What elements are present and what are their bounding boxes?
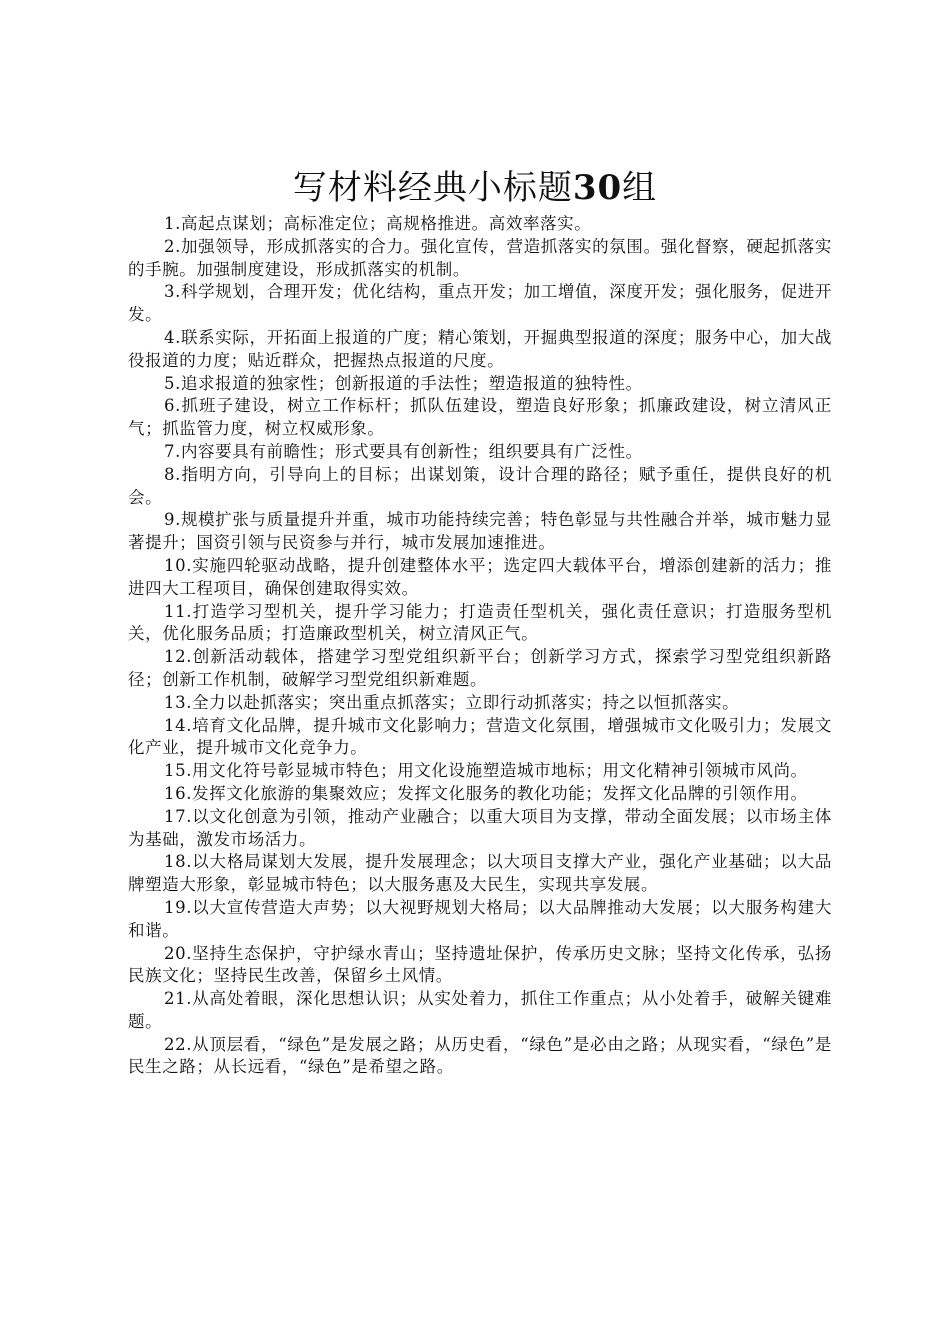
list-item: 14.培育文化品牌，提升城市文化影响力；营造文化氛围，增强城市文化吸引力；发展文化产业，提升城市文化竞争力。 [128, 715, 832, 758]
title-text: 写材料经典小标题 [292, 168, 573, 208]
title-suffix: 组 [622, 168, 658, 208]
list-item: 12.创新活动载体，搭建学习型党组织新平台；创新学习方式，探索学习型党组织新路径；创新工作机制，破解学习型党组织新难题。 [128, 647, 832, 689]
list-item: 4.联系实际，开拓面上报道的广度；精心策划，开掘典型报道的深度；服务中心，加大战役报道的力度；贴近群众，把握热点报道的尺度。 [128, 327, 832, 370]
list-item: 20.坚持生态保护，守护绿水青山；坚持遗址保护，传承历史文脉；坚持文化传承，弘扬民族文化；坚持民生改善，保留乡土风情。 [128, 943, 832, 986]
list-item: 15.用文化符号彰显城市特色；用文化设施塑造城市地标；用文化精神引领城市风尚。 [164, 761, 808, 781]
list-item: 19.以大宣传营造大声势；以大视野规划大格局；以大品牌推动大发展；以大服务构建大和谐。 [128, 897, 832, 940]
list-item: 2.加强领导，形成抓落实的合力。强化宣传，营造抓落实的氛围。强化督察，硬起抓落实的手腕。加强制度建设，形成抓落实的机制。 [128, 236, 832, 279]
list-item: 3.科学规划，合理开发；优化结构，重点开发；加工增值，深度开发；强化服务，促进开发。 [128, 282, 832, 325]
list-item: 10.实施四轮驱动战略，提升创建整体水平；选定四大载体平台，增添创建新的活力；推进四大工程项目，确保创建取得实效。 [128, 555, 832, 598]
list-item: 22.从顶层看，“绿色”是发展之路；从历史看，“绿色”是必由之路；从现实看，“绿色”是民生之路；从长远看，“绿色”是希望之路。 [128, 1034, 832, 1077]
list-item: 1.高起点谋划；高标准定位；高规格推进。高效率落实。 [164, 214, 592, 233]
title-number: 30 [572, 168, 623, 208]
item-list [128, 213, 832, 1079]
list-item: 9.规模扩张与质量提升并重，城市功能持续完善；特色彰显与共性融合并举，城市魅力显著提升；国资引领与民资参与并行，城市发展加速推进。 [128, 510, 832, 553]
list-item: 13.全力以赴抓落实；突出重点抓落实；立即行动抓落实；持之以恒抓落实。 [164, 692, 740, 712]
document-title [0, 166, 950, 210]
list-item: 17.以文化创意为引领，推动产业融合；以重大项目为支撑，带动全面发展；以市场主体为基础，激发市场活力。 [128, 806, 832, 849]
list-item: 5.追求报道的独家性；创新报道的手法性；塑造报道的独特性。 [164, 373, 643, 393]
list-item: 11.打造学习型机关，提升学习能力；打造责任型机关，强化责任意识；打造服务型机关，优化服务品质；打造廉政型机关，树立清风正气。 [128, 601, 832, 644]
list-item: 8.指明方向，引导向上的目标；出谋划策，设计合理的路径；赋予重任，提供良好的机会。 [128, 464, 832, 507]
list-item: 21.从高处着眼，深化思想认识；从实处着力，抓住工作重点；从小处着手，破解关键难题。 [128, 989, 832, 1031]
list-item: 18.以大格局谋划大发展，提升发展理念；以大项目支撑大产业，强化产业基础；以大品牌塑造大形象，彰显城市特色；以大服务惠及大民生，实现共享发展。 [128, 852, 832, 895]
list-item: 7.内容要具有前瞻性；形式要具有创新性；组织要具有广泛性。 [164, 441, 643, 461]
list-item: 6.抓班子建设，树立工作标杆；抓队伍建设，塑造良好形象；抓廉政建设，树立清风正气；抓监管力度，树立权威形象。 [128, 396, 832, 439]
list-item: 16.发挥文化旅游的集聚效应；发挥文化服务的教化功能；发挥文化品牌的引领作用。 [164, 783, 808, 803]
